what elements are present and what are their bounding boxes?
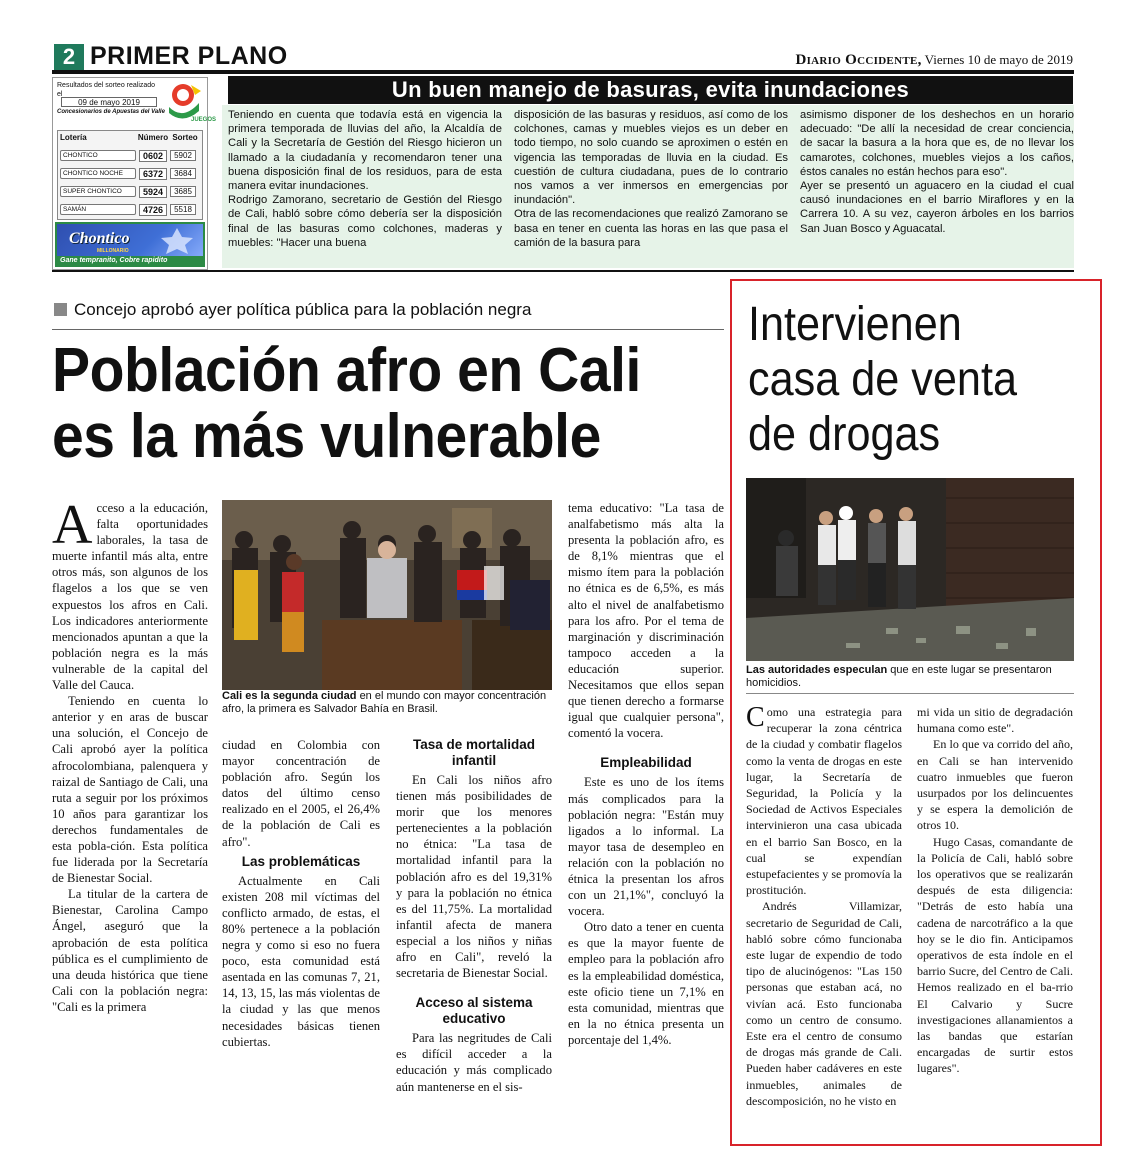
chontico-ad <box>55 222 205 267</box>
paragraph: ciudad en Colombia con mayor concentración de población afro. Según los datos del último censo realizado en el 2005, el 26,4% de la población de Cali es afro". <box>222 738 380 849</box>
section-divider <box>52 270 1074 272</box>
caption-text: que en este lugar se presentaron homicidios. <box>746 664 1052 689</box>
page-number: 2 <box>54 44 84 70</box>
headline-line-2: es la más vulnerable <box>52 402 601 471</box>
lottery-draw: 3684 <box>170 168 196 179</box>
table-row <box>60 184 200 199</box>
photo-caption <box>222 690 552 716</box>
drug-house-photo <box>746 478 1074 661</box>
paragraph: Ayer se presentó un aguacero en la ciudad el cual causó inundaciones en el barrio Miraflores y en la Carrera 10. A su vez, cayeron árboles en los barrios San Juan Bosco y Aguacatal. <box>800 180 1074 235</box>
lottery-draw: 3685 <box>170 186 196 197</box>
subheading: Empleabilidad <box>600 755 692 771</box>
lottery-concessionaire: Concesionarios de Apuestas del Valle <box>57 109 165 115</box>
afro-column-3 <box>396 733 552 1095</box>
photo-caption <box>746 664 1074 690</box>
dateline <box>795 52 1073 69</box>
lottery-name: CHONTICO NOCHE <box>60 168 136 179</box>
paragraph: Hugo Casas, comandante de la Policía de Cali, habló sobre los operativos que se realizarán después de esta diligencia: "Detrás de esto había una cadena de narcotráfico a la que hoy se le dio fin. Anticipamos operativos de esta índole en el barrio Sucre, del Centro de Cali. Hemos realizado en el ba-rrio El Calvario y Sucre investigaciones allanamientos a las bandas que estarían encargadas de surtir estos lugares". <box>917 834 1073 1076</box>
paragraph: Este es uno de los ítems más complicados para la población negra: "Están muy ligados a lo informal. La mayor tasa de desempleo en relación con la población no étnica la presentan los afros con un 21,1%", concluyó la vocera. <box>568 775 724 919</box>
paragraph: Actualmente en Cali existen 208 mil víctimas del conflicto armado, de estas, el 80% pertenece a la población negra y como si eso no fuera poco, esta comunidad está asentada en las comunas 7, 21, 14, 13, 15, las más violentas de la ciudad y las que menos necesidades básicas tienen cubiertas. <box>222 873 380 1049</box>
concejo-photo <box>222 500 552 690</box>
article-kicker: Concejo aprobó ayer política pública para la población negra <box>74 300 532 319</box>
paragraph: disposición de las basuras y residuos, así como de los colchones, camas y muebles viejos es un deber en todo tiempo, no solo cuando se aproximen o estén en vigencia las temporadas de lluvia en la ciudad. Es cuestión de cultura ciudadana, pues de lo contrario nos vamos a ver inmersos en emergencias por inundación". <box>514 109 788 207</box>
caption-text: en el mundo con mayor concentración afro, la primera es Salvador Bahía en Brasil. <box>222 690 547 715</box>
paragraph: tema educativo: "La tasa de analfabetismo más alta la presenta la población afro, es de 8,1% mientras que el mismo ítem para la población no étnica es de 6,5%, es más alto el nivel de analfabetismo para los afro. Por el tema de marginación y discriminación tampoco acceden a la educación superior. Necesitamos que ellos sepan que tienen derecho a formarse igual que cualquier persona", comentó la vocera. <box>568 501 724 741</box>
drogas-headline <box>748 297 1045 462</box>
section-title: PRIMER PLANO <box>90 42 288 70</box>
paragraph: Andrés Villamizar, secretario de Seguridad de Cali, habló sobre cómo funcionaba este lugar de expendio de todo tipo de alucinógenos: "Las 150 personas que estaban acá, no vivían acá. Esto funcionaba como un centro de consumo. Este era el centro de consumo de drogas más grande de Cali. Pueden haber cadáveres en este inmuebles, animales de descomposición, no he visto en <box>746 899 902 1108</box>
basuras-column-2 <box>514 108 788 266</box>
lottery-name: CHONTICO <box>60 150 136 161</box>
drogas-column-1 <box>746 704 902 1109</box>
lottery-number: 5924 <box>139 186 167 198</box>
subheading: Acceso al sistema educativo <box>415 995 533 1027</box>
lead-paragraph: Acceso a la educación, falta oportunidades laborales, la tasa de muerte infantil más alta, entre otros más, son algunos de los flagelos a los que se ven expuestos los afros en Cali. Los indicadores anteriormente mencionados apuntan a que la población negra es la más vulnerable de la capital del Valle del Cauca. <box>52 494 208 693</box>
paragraph: mi vida un sitio de degradación humana como este". <box>917 705 1073 736</box>
lottery-caption: Resultados del sorteo realizado el <box>57 82 156 98</box>
caption-lead: Cali es la segunda ciudad <box>222 690 357 702</box>
lottery-name: SUPER CHONTICO <box>60 186 136 197</box>
basuras-headline: Un buen manejo de basuras, evita inundaciones <box>228 76 1073 104</box>
headline-line-1: Población afro en Cali <box>52 336 641 405</box>
paragraph: Otra de las recomendaciones que realizó Zamorano se basa en tener en cuenta las horas en las que pasa el camión de la basura para <box>514 208 788 249</box>
caption-rule <box>746 693 1074 694</box>
caption-lead: Las autoridades especulan <box>746 664 888 676</box>
lottery-draw: 5902 <box>170 150 196 161</box>
star-icon <box>153 226 201 256</box>
table-row <box>60 148 200 163</box>
lottery-number: 6372 <box>139 168 167 180</box>
col-header-sorteo: Sorteo <box>172 133 198 142</box>
issue-date: Viernes 10 de mayo de 2019 <box>924 52 1073 67</box>
headline-line-3: de drogas <box>748 408 941 461</box>
drop-cap: A <box>52 494 93 556</box>
subheading: Las problemáticas <box>241 853 361 869</box>
paragraph: Para las negritudes de Cali es difícil acceder a la educación y más complicado aún mantenerse en el sis- <box>396 1031 552 1094</box>
afro-column-1 <box>52 494 208 1015</box>
drop-cap: C <box>746 702 765 733</box>
paragraph: asimismo disponer de los deshechos en un horario adecuado: "De allí la necesidad de crear conciencia, de sacar la basura a la hora que es, de no llevar los camarotes, colchones, muebles viejos a los caños, éstos canales no están hechos para eso". <box>800 109 1074 178</box>
afro-column-4 <box>568 500 724 1048</box>
paragraph: Rodrigo Zamorano, secretario de Gestión del Riesgo de Cali, habló sobre cómo debería ser la disposición final de las basuras como colchones, maderas y muebles: "Hacer una buena <box>228 194 502 249</box>
chontico-brand: Chontico <box>69 230 130 247</box>
lottery-name: SAMÁN <box>60 204 136 215</box>
lottery-date: 09 de mayo 2019 <box>61 97 157 107</box>
article-headline <box>52 338 678 470</box>
table-header <box>60 133 200 145</box>
lottery-draw: 5518 <box>170 204 196 215</box>
paragraph: Otro dato a tener en cuenta es que la mayor fuente de empleo para la población afro es la empleabilidad doméstica, este oficio tiene un 7,1% en esta comunidad, mientras que en la no étnica presenta un porcentaje del 1,4%. <box>568 920 724 1047</box>
lottery-number: 0602 <box>139 150 167 162</box>
paragraph: En Cali los niños afro tienen más posibilidades de morir que los menores pertenecientes a la población no étnica: "La tasa de mortalidad infantil para la población afro es del 19,31% y para la población no étnica es del 11,75%. La mortalidad infantil afecta de manera especial a los niños y niñas afro en Cali", reveló la secretaria de Bienestar Social. <box>396 773 552 981</box>
chontico-slogan: Gane tempranito, Cobre rapidito <box>57 256 203 265</box>
kicker-rule <box>52 329 724 330</box>
headline-line-2: casa de venta <box>748 353 1017 406</box>
paragraph: La titular de la cartera de Bienestar, Carolina Campo Ángel, aseguró que la aprobación de esta política pública es el cumplimiento de una deuda histórica que tiene Cali con la población negra: "Cali es la primera <box>52 887 208 1014</box>
kicker-bullet <box>54 303 67 316</box>
paragraph: En lo que va corrido del año, en Cali se han intervenido cuatro inmuebles que fueron usurpados por los delincuentes y se espera la demolición de otros 10. <box>917 737 1073 833</box>
table-row <box>60 202 200 217</box>
col-header-numero: Número <box>137 133 169 142</box>
paper-name: Diario Occidente, <box>795 52 922 68</box>
svg-text:JUEGOS: JUEGOS <box>191 117 217 123</box>
drogas-column-2 <box>917 704 1073 1077</box>
basuras-column-3 <box>800 108 1074 266</box>
subheading: Tasa de mortalidad infantil <box>412 737 536 768</box>
afro-column-2 <box>222 737 380 1050</box>
headline-line-1: Intervienen <box>748 298 962 351</box>
col-header-loteria: Lotería <box>60 133 87 142</box>
chontico-sub: MILLONARIO <box>97 248 129 254</box>
basuras-column-1 <box>228 108 502 266</box>
table-row <box>60 166 200 181</box>
lead-paragraph: Como una estrategia para recuperar la zona céntrica de la ciudad y combatir flagelos como la venta de drogas en este lugar, la Secretaría de Seguridad, la Policía y la Sociedad de Activos Especiales intervinieron una casa ubicada en el barrio San Bosco, en la cual se expendían estupefacientes y se promovía la prostitución. <box>746 702 902 898</box>
juegos-logo <box>165 81 217 123</box>
paragraph: Teniendo en cuenta lo anterior y en aras de buscar una solución, el Concejo de Cali aprobó ayer la política afrocolombiana, palenquera y raizal de Santiago de Cali, una ruta a seguir por los próximos 10 años para garantizar los derechos fundamentales de esta pobla-ción. Esta política fue liderada por la Secretaría de Bienestar Social. <box>52 694 208 886</box>
lottery-results-table <box>57 130 203 220</box>
lottery-number: 4726 <box>139 204 167 216</box>
paragraph: Teniendo en cuenta que todavía está en vigencia la primera temporada de lluvias del año, la Alcaldía de Cali y la Secretaría de Gestión del Riesgo hicieron un llamado a la ciudadanía y recomendaron tener una buena disposición final de los residuos, para de esta manera evitar inundaciones. <box>228 109 502 193</box>
lottery-box <box>52 77 217 270</box>
header-rule <box>52 70 1074 74</box>
